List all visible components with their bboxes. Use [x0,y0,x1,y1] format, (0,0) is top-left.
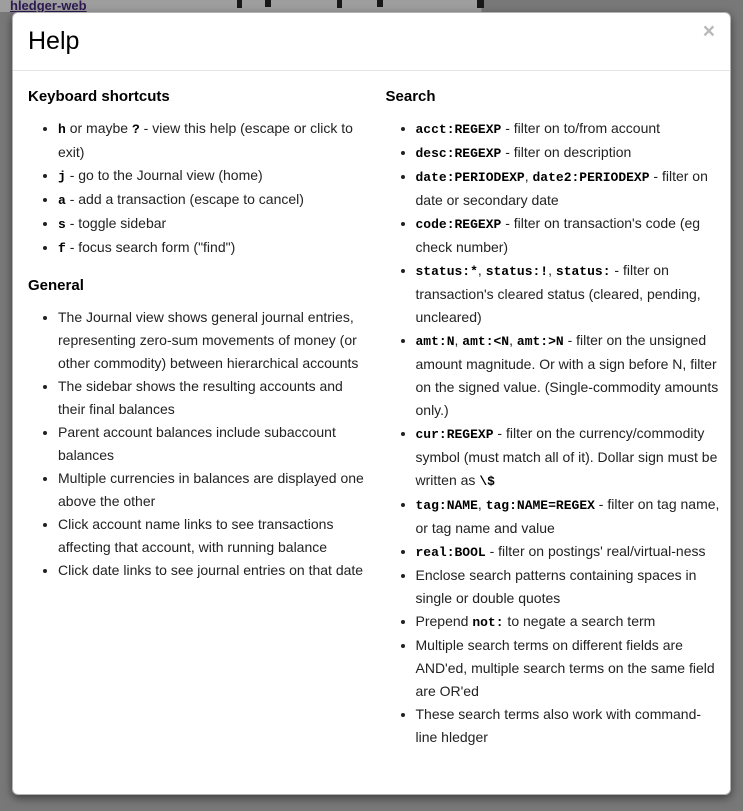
help-list-item: • tag:NAME, tag:NAME=REGEX - filter on tag name, or tag name and value [416,493,722,540]
modal-body [13,71,730,778]
help-list-item: • f - focus search form ("find") [58,236,366,260]
background-heading-fragment [377,0,383,7]
search-term-code: a [58,193,66,208]
help-list [386,117,722,749]
search-term-code: cur:REGEXP [415,427,494,442]
help-list-item: • h or maybe ? - view this help (escape or click to exit) [58,117,366,164]
help-list-item: • Parent account balances include subaccount balances [58,421,366,467]
search-term-code: status:* [415,264,478,279]
search-term-code: date:PERIODEXP [415,170,525,185]
search-term-code: ? [131,122,140,137]
search-term-code: acct:REGEXP [415,122,502,137]
modal-title: Help [28,27,80,55]
close-button[interactable]: × [702,20,715,43]
search-term-code: date2:PERIODEXP [532,170,650,185]
help-list-item: • Multiple currencies in balances are displayed one above the other [58,467,366,513]
help-list-item: • code:REGEXP - filter on transaction's code (eg check number) [416,212,722,259]
search-term-code: tag:NAME=REGEX [485,498,595,513]
help-list-item: • acct:REGEXP - filter on to/from account [416,117,722,141]
help-list-item: • Enclose search patterns containing spaces in single or double quotes [416,564,722,610]
search-term-code: j [58,169,66,184]
search-term-code: status:! [485,264,549,279]
section-heading: Search [385,88,436,105]
help-list-item: • cur:REGEXP - filter on the currency/commodity symbol (must match all of it). Dollar sign must be written as \$ [416,422,722,493]
search-term-code: not: [472,615,504,630]
search-term-code: \$ [479,474,495,489]
modal-header [13,13,730,71]
help-list-item: • s - toggle sidebar [58,212,366,236]
help-list-item: • j - go to the Journal view (home) [58,164,366,188]
background-heading-fragment [237,0,242,8]
search-term-code: h [58,122,66,137]
search-term-code: f [58,241,66,256]
search-term-code: amt:<N [462,334,510,349]
help-list-item: • The Journal view shows general journal entries, representing zero-sum movements of money (or other commodity) between hierarchical accounts [58,306,366,375]
help-list-item: • Prepend not: to negate a search term [416,610,722,634]
section-heading: Keyboard shortcuts [28,88,170,105]
help-modal [12,12,731,795]
help-list [28,306,366,582]
search-term-code: status: [555,264,611,279]
help-list-item: • Click account name links to see transactions affecting that account, with running balance [58,513,366,559]
help-column-right [372,71,731,778]
help-list-item: • date:PERIODEXP, date2:PERIODEXP - filter on date or secondary date [416,165,722,212]
modal-backdrop[interactable] [0,0,743,12]
help-list-item: • Multiple search terms on different fields are AND'ed, multiple search terms on the same field are OR'ed [416,634,722,703]
help-list-item: • The sidebar shows the resulting accounts and their final balances [58,375,366,421]
background-heading-fragment [337,0,342,8]
help-list-item: • a - add a transaction (escape to cancel) [58,188,366,212]
help-list-item: • desc:REGEXP - filter on description [416,141,722,165]
help-column-left [13,71,372,611]
help-list [28,117,366,260]
search-term-code: code:REGEXP [415,217,502,232]
section-heading: General [28,277,84,294]
search-term-code: amt:N [415,334,455,349]
search-term-code: tag:NAME [415,498,478,513]
background-heading-fragment [265,0,271,7]
background-heading-fragment [477,0,484,8]
help-list-item: • real:BOOL - filter on postings' real/virtual-ness [416,540,722,564]
brand-link: hledger-web [10,0,87,12]
help-list-item: • amt:N, amt:<N, amt:>N - filter on the unsigned amount magnitude. Or with a sign before N, filter on the signed value. (Single-commodity amounts only.) [416,329,722,422]
search-term-code: amt:>N [516,334,564,349]
search-term-code: real:BOOL [415,545,486,560]
help-list-item: • status:*, status:!, status: - filter on transaction's cleared status (cleared, pending, uncleared) [416,259,722,329]
search-term-code: desc:REGEXP [415,146,502,161]
help-list-item: • Click date links to see journal entries on that date [58,559,366,582]
search-term-code: s [58,217,66,232]
help-list-item: • These search terms also work with command-line hledger [416,703,722,749]
